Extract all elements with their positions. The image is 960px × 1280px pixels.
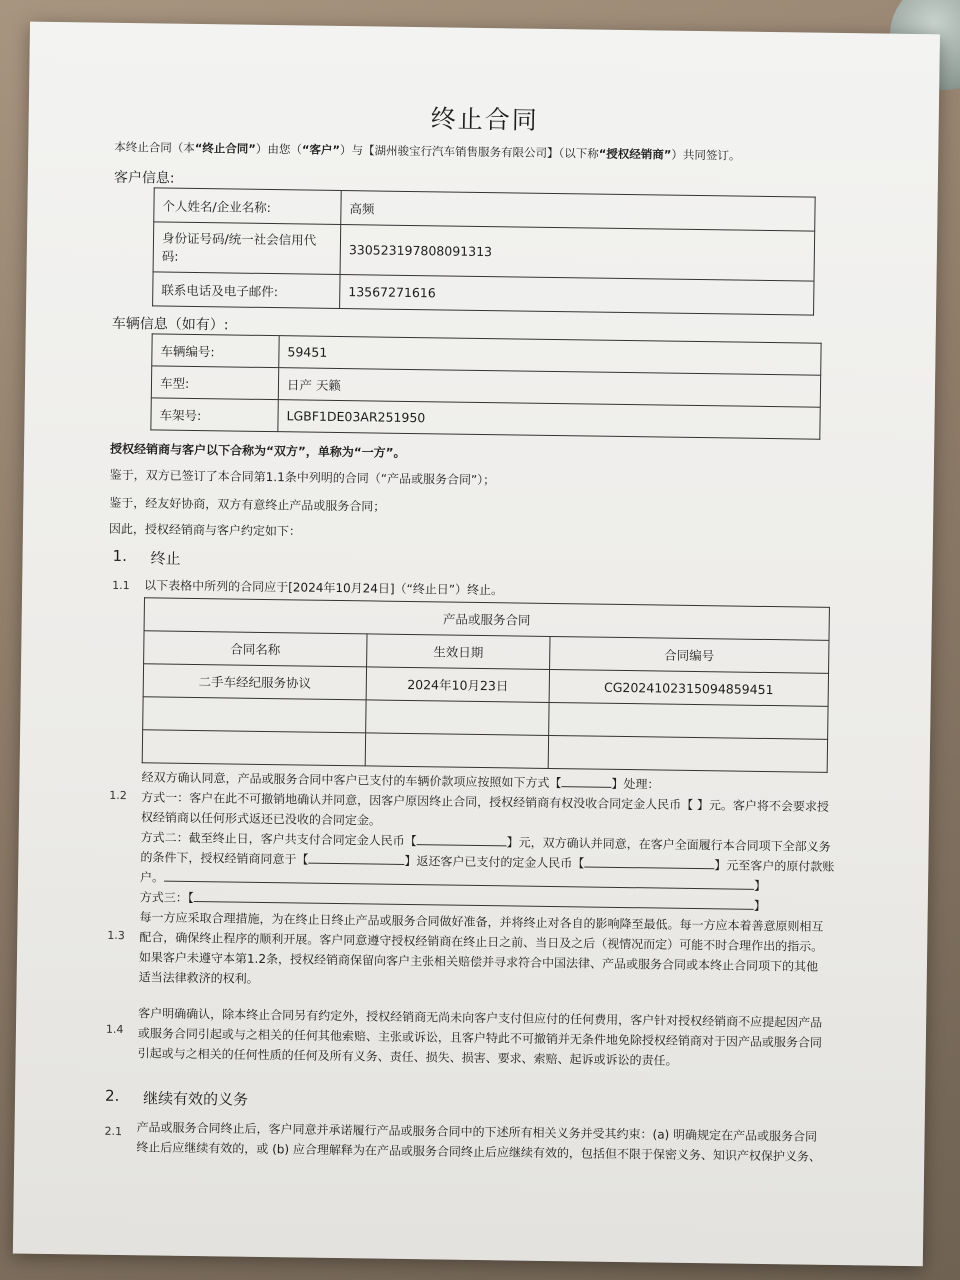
contract-name-cell: 二手车经纪服务协议 (143, 664, 366, 700)
empty-cell (549, 702, 828, 739)
clause-2-1-number: 2.1 (104, 1124, 123, 1139)
customer-contact-label: 联系电话及电子邮件: (153, 272, 340, 309)
clause-1-2-number: 1.2 (109, 788, 127, 803)
contract-page (13, 22, 940, 1267)
clause-1-1-text: 以下表格中所列的合同应于[2024年10月24日]（“终止日”）终止。 (144, 578, 504, 598)
clause-1-3-number: 1.3 (107, 928, 125, 943)
customer-id-label: 身份证号码/统一社会信用代码: (153, 222, 341, 275)
customer-name-label: 个人姓名/企业名称: (154, 188, 341, 225)
vehicle-number-label: 车辆编号: (152, 334, 279, 368)
header-contract-number: 合同编号 (550, 636, 829, 673)
clause-1-3-text: 每一方应采取合理措施，为在终止日终止产品或服务合同做好准备，并将终止对各自的影响降至最低。每一方应本着善意原则相互 配合，确保终止程序的顺利开展。客户同意遵守授权经销商在终止日之前、当日及之后（视情况而定）可能不时合理作出的指示。 如果客户未遵守本第1.2条，授权经销商保留向客户主张相关赔偿并寻求符合中国法律、产品或服务合同或本终止合同项下的其他 适当法律救济的权利。 (138, 910, 824, 986)
empty-cell (548, 735, 827, 772)
empty-cell (366, 700, 549, 736)
section-2-title: 继续有效的义务 (142, 1089, 249, 1109)
recital-therefore: 因此，授权经销商与客户约定如下： (108, 521, 302, 539)
recital-whereas-2: 鉴于，经友好协商，双方有意终止产品或服务合同； (109, 495, 386, 514)
header-contract-name: 合同名称 (144, 631, 367, 667)
section-1-title: 终止 (150, 549, 181, 568)
vehicle-number-value: 59451 (279, 336, 821, 376)
contract-table (142, 597, 830, 773)
empty-cell (365, 733, 548, 769)
customer-contact-value: 13567271616 (340, 275, 814, 316)
customer-info-table (152, 187, 816, 315)
customer-info-heading: 客户信息: (113, 169, 175, 187)
clause-2-1-text: 产品或服务合同终止后，客户同意并承诺履行产品或服务合同中的下述所有相关义务并受其约束：(a) 明确规定在产品或服务合同 终止后应继续有效的，或 (b) 应合理解释为在产品或服务合同终止后应继续有效的，包括但不限于保密义务、知识产权保护义务、 (136, 1120, 821, 1164)
vehicle-info-heading: 车辆信息（如有）: (111, 315, 229, 334)
contract-number-cell: CG20241023150948594​51 (549, 669, 828, 706)
empty-cell (143, 697, 366, 733)
customer-name-value: 高频 (341, 191, 815, 232)
contract-table-caption: 产品或服务合同 (144, 598, 829, 641)
header-effective-date: 生效日期 (367, 634, 550, 670)
clause-1-2-text: 经双方确认同意，产品或服务合同中客户已支付的车辆价款项应按照如下方式【 】处理： 方式一：客户在此不可撤销地确认并同意，因客户原因终止合同，授权经销商有权没收合同定金人民币【 】元。客户将不会要求授 权经销商以任何形式返还已没收的合同定金。 方式二：截至终止日，客户共支付合同定金人民币【 】元，双方确认并同意，在客户全面履行本合同项下全部义务 的条件下，授权经销商同意于【 】返还客户已支付的定金人民币【 】元至客户的原付款账 户。】 方式三：【】 (139, 770, 835, 914)
recital-whereas-1: 鉴于，双方已签订了本合同第1.1条中列明的合同（“产品或服务合同”）； (109, 467, 496, 488)
customer-id-value: 330523197808091313 (340, 225, 815, 282)
vehicle-model-value: 日产 天籁 (278, 368, 820, 408)
recital-parties: 授权经销商与客户以下合称为“双方”，单称为“一方”。 (109, 441, 406, 460)
clause-1-4-text: 客户明确确认，除本终止合同另有约定外，授权经销商无尚未向客户支付但应付的任何费用，客户针对授权经销商不应提起因产品 或服务合同引起或与之相关的任何其他索赔、主张或诉讼，且客户特此不可撤销并无条件地免除授权经销商对于因产品或服务合同 引起或与之相关的任何性质的任何及所有义务、责任、损失、损害、要求、索赔、起诉或诉讼的责任。 (137, 1006, 823, 1068)
clause-1-4-number: 1.4 (105, 1022, 124, 1037)
page-title: 终止合同 (430, 104, 539, 135)
clause-1-1-number: 1.1 (112, 578, 130, 593)
section-2-number: 2. (104, 1086, 120, 1105)
vehicle-info-table (150, 333, 821, 439)
effective-date-cell: 2024年10月23日 (366, 667, 549, 703)
table-row (153, 222, 815, 281)
section-1-number: 1. (112, 546, 128, 566)
vehicle-vin-label: 车架号: (151, 398, 278, 432)
vehicle-vin-value: LGBF1DE03AR251950 (278, 400, 820, 440)
empty-cell (142, 730, 365, 766)
intro-paragraph: 本终止合同（本“终止合同”）由您（“客户”）与【湖州骏宝行汽车销售服务有限公司】（以下称“授权经销商”）共同签订。 (114, 139, 741, 163)
vehicle-model-label: 车型: (151, 366, 278, 400)
